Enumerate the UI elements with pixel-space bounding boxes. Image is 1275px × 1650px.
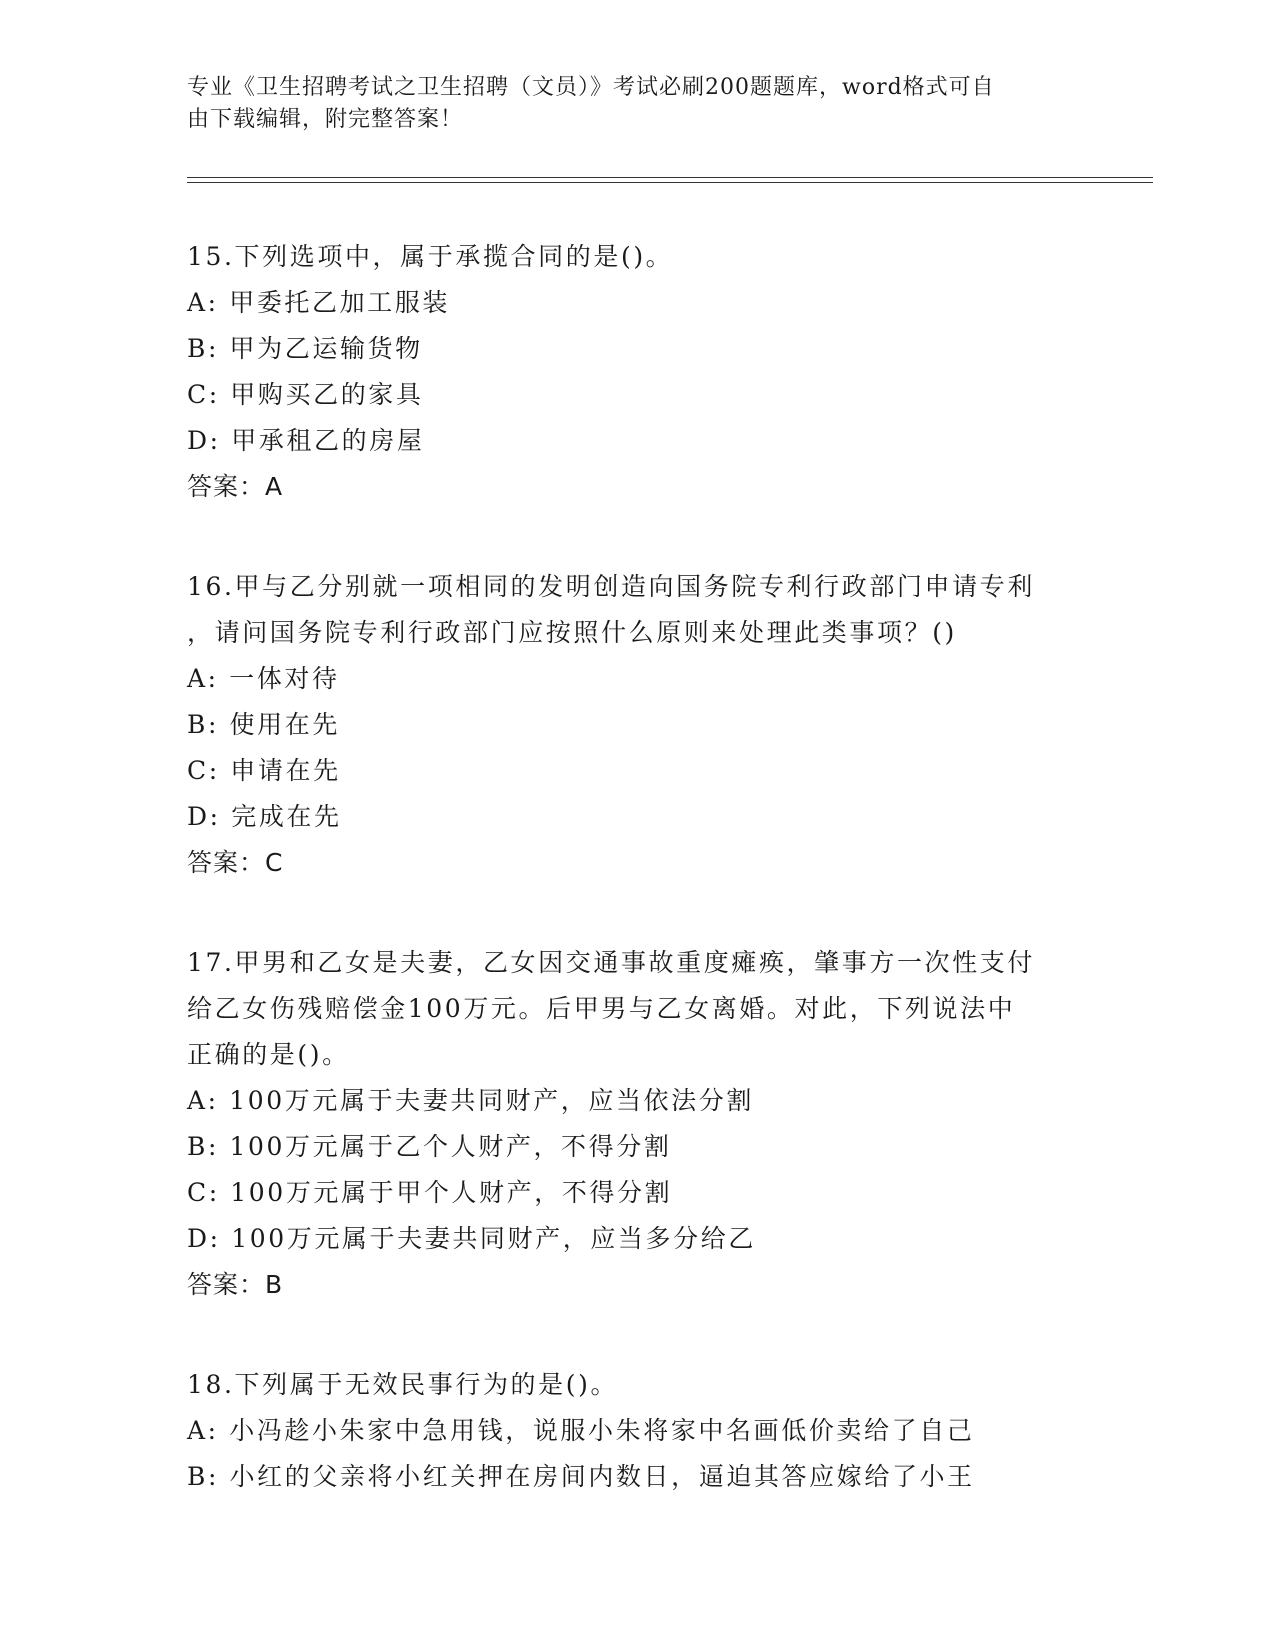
option-c: C: 甲购买乙的家具 xyxy=(187,380,424,409)
option-d: D: 甲承租乙的房屋 xyxy=(187,426,425,455)
question-stem: 15.下列选项中，属于承揽合同的是()。 xyxy=(187,242,674,271)
option-a: A: 小冯趁小朱家中急用钱，说服小朱将家中名画低价卖给了自己 xyxy=(187,1416,975,1445)
option-d: D: 完成在先 xyxy=(187,802,342,831)
header-rule-bottom xyxy=(187,182,1153,183)
header-line-1: 专业《卫生招聘考试之卫生招聘（文员）》考试必刷200题题库，word格式可自 xyxy=(187,75,995,100)
option-a: A: 一体对待 xyxy=(187,664,340,693)
question-stem: ，请问国务院专利行政部门应按照什么原则来处理此类事项？() xyxy=(187,618,957,647)
option-d: D: 100万元属于夫妻共同财产，应当多分给乙 xyxy=(187,1224,756,1253)
option-b: B: 甲为乙运输货物 xyxy=(187,334,423,363)
option-a: A: 100万元属于夫妻共同财产，应当依法分割 xyxy=(187,1086,754,1115)
header-rule-top xyxy=(187,177,1153,178)
question-17 xyxy=(187,940,1087,1308)
option-b: B: 小红的父亲将小红关押在房间内数日，逼迫其答应嫁给了小王 xyxy=(187,1462,975,1491)
question-15 xyxy=(187,234,1087,510)
question-16 xyxy=(187,564,1087,886)
question-list xyxy=(187,234,1087,1554)
header-line-2: 由下载编辑，附完整答案！ xyxy=(187,107,464,132)
question-stem: 正确的是()。 xyxy=(187,1040,350,1069)
answer: 答案：B xyxy=(187,1270,284,1299)
option-c: C: 申请在先 xyxy=(187,756,341,785)
question-18 xyxy=(187,1362,1087,1500)
option-b: B: 100万元属于乙个人财产，不得分割 xyxy=(187,1132,672,1161)
question-stem: 给乙女伤残赔偿金100万元。后甲男与乙女离婚。对此，下列说法中 xyxy=(187,994,1016,1023)
question-stem: 16.甲与乙分别就一项相同的发明创造向国务院专利行政部门申请专利 xyxy=(187,572,1035,601)
option-a: A: 甲委托乙加工服装 xyxy=(187,288,451,317)
answer: 答案：A xyxy=(187,472,284,501)
question-stem: 17.甲男和乙女是夫妻，乙女因交通事故重度瘫痪，肇事方一次性支付 xyxy=(187,948,1035,977)
question-stem: 18.下列属于无效民事行为的是()。 xyxy=(187,1370,619,1399)
option-c: C: 100万元属于甲个人财产，不得分割 xyxy=(187,1178,673,1207)
answer: 答案：C xyxy=(187,848,284,877)
document-header xyxy=(187,72,1067,136)
option-b: B: 使用在先 xyxy=(187,710,340,739)
